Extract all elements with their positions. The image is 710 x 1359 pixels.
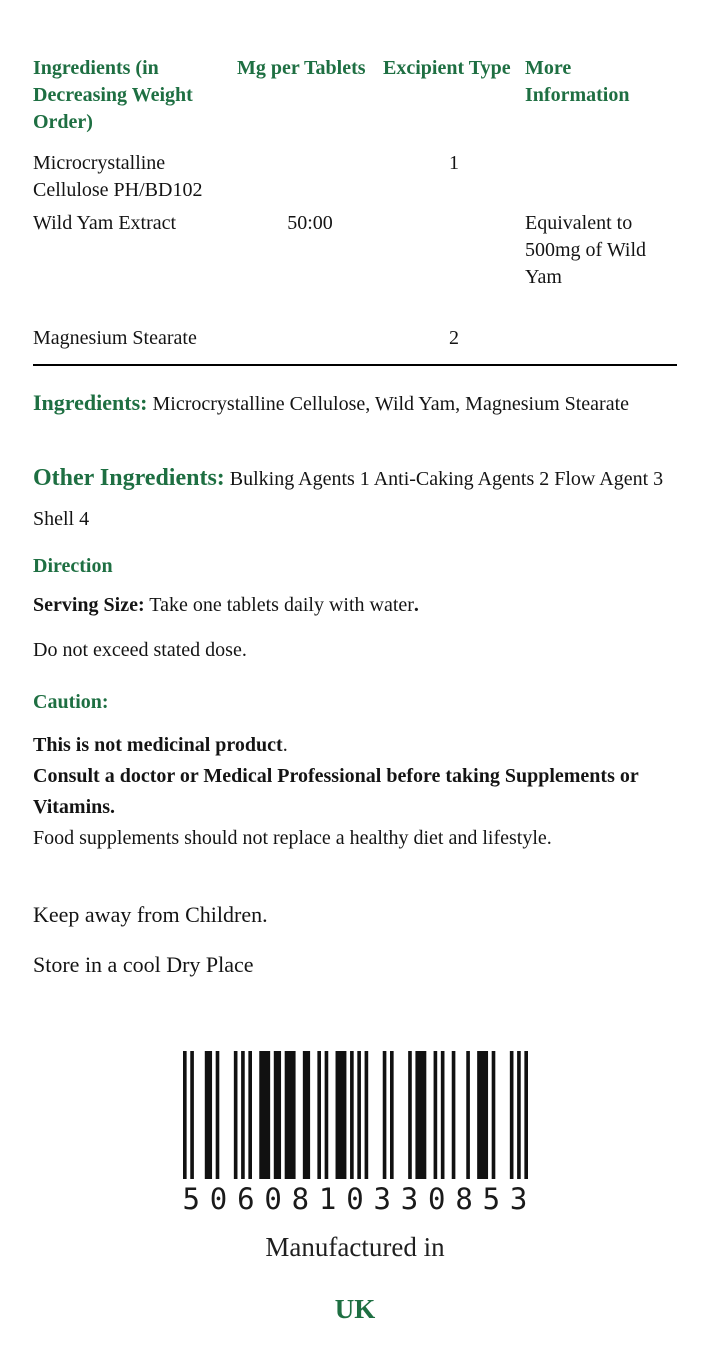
serving-size-period: . [413,594,419,616]
ingredients-summary [33,388,677,418]
caution-line-2-bold: Consult a doctor or Medical Professional before taking Supplements or Vitamins. [33,765,639,818]
table-row [33,150,677,204]
ingredients-table [33,55,677,366]
barcode-digit: 3 [400,1182,419,1217]
ingredients-label: Ingredients: [33,390,148,415]
table-row [33,325,677,352]
col-header-ingredients: Ingredients (in Decreasing Weight Order) [33,57,193,133]
direction-heading: Direction [33,555,113,577]
barcode-bars [183,1051,528,1179]
barcode-digit: 1 [318,1182,337,1217]
ingredients-text: Microcrystalline Cellulose, Wild Yam, Magnesium Stearate [152,393,630,415]
other-ingredients-text: Bulking Agents 1 Anti-Caking Agents 2 Flow Agent 3 Shell 4 [33,468,664,530]
barcode [182,1051,528,1217]
ingredient-name: Microcrystalline Cellulose PH/BD102 [33,152,203,201]
other-ingredients-label: Other Ingredients: [33,465,225,491]
caution-block [33,730,677,854]
ingredient-more-info [525,325,677,352]
ingredient-more-info [525,150,677,204]
serving-size-line [33,592,677,619]
manufactured-in-text: Manufactured in [265,1232,445,1263]
ingredient-mg [237,325,383,352]
barcode-digit: 0 [346,1182,364,1217]
ingredient-name: Magnesium Stearate [33,327,197,349]
barcode-digit: 5 [482,1182,501,1217]
ingredient-mg [237,150,383,204]
table-row [33,210,677,291]
col-header-more-information: More Information [525,57,630,106]
caution-line-1 [33,730,677,761]
storage-line: Store in a cool Dry Place [33,951,254,977]
barcode-digit: 8 [455,1182,473,1217]
barcode-digit: 6 [237,1182,255,1217]
ingredient-excipient-type: 1 [449,152,459,174]
table-bottom-rule [33,364,677,366]
ingredient-name: Wild Yam Extract [33,212,177,234]
country-text: UK [334,1294,376,1325]
caution-line-3: Food supplements should not replace a healthy diet and lifestyle. [33,827,552,849]
serving-size-label: Serving Size: [33,594,145,616]
keep-away-line: Keep away from Children. [33,902,268,927]
barcode-digit: 3 [373,1182,391,1217]
barcode-digits [182,1182,528,1217]
barcode-digit: 0 [428,1182,446,1217]
ingredient-excipient-type: 2 [449,327,459,349]
ingredient-more-info: Equivalent to 500mg of Wild Yam [525,212,647,288]
caution-line-1-bold: This is not medicinal product [33,734,283,756]
barcode-digit: 5 [182,1182,200,1217]
col-header-mg-per-tablets: Mg per Tablets [237,57,366,79]
barcode-digit: 8 [291,1182,310,1217]
serving-size-text: Take one tablets daily with water [144,594,414,616]
ingredient-excipient-type [383,210,525,291]
barcode-digit: 3 [509,1182,528,1217]
ingredient-mg: 50:00 [287,212,333,234]
barcode-digit: 0 [209,1182,228,1217]
ingredients-table-header [33,55,677,136]
caution-line-1-period: . [282,734,288,756]
caution-heading: Caution: [33,691,109,713]
other-ingredients [33,458,677,539]
caution-line-2 [33,761,677,823]
barcode-digit: 0 [264,1182,282,1217]
col-header-excipient-type: Excipient Type [383,57,511,79]
dose-warning: Do not exceed stated dose. [33,639,247,661]
